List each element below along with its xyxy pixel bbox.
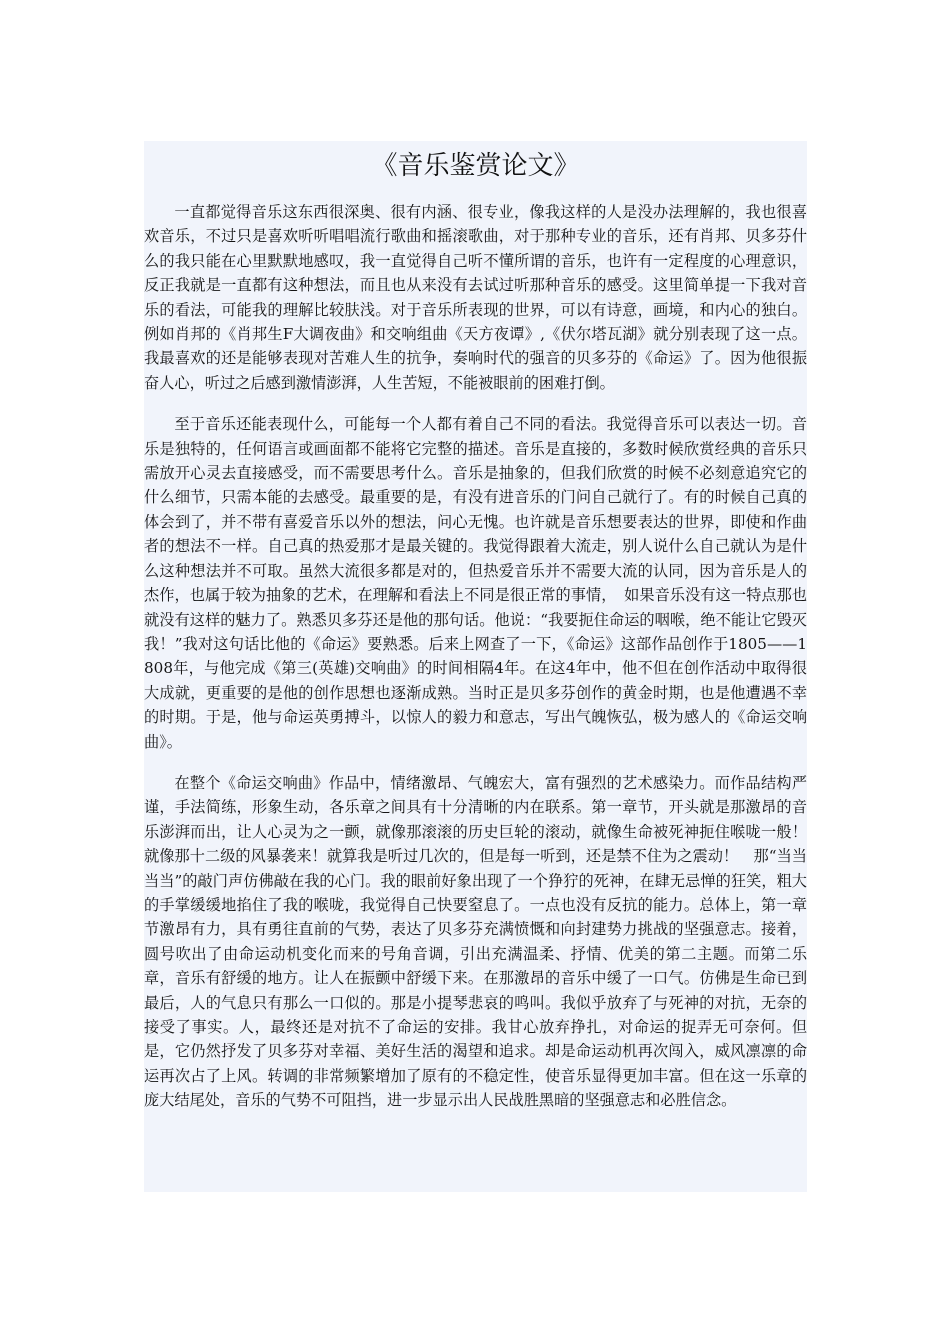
paragraph-2: 至于音乐还能表现什么，可能每一个人都有着自己不同的看法。我觉得音乐可以表达一切。音乐是独特的，任何语言或画面都不能将它完整的描述。音乐是直接的，多数时候欣赏经典的音乐只需放开心灵去直接感受，而不需要思考什么。音乐是抽象的，但我们欣赏的时候不必刻意追究它的什么细节，只需本能的去感受。最重要的是，有没有进音乐的门问自己就行了。有的时候自己真的体会到了，并不带有喜爱音乐以外的想法，问心无愧。也许就是音乐想要表达的世界，即使和作曲者的想法不一样。自己真的热爱那才是最关键的。我觉得跟着大流走，别人说什么自己就认为是什么这种想法并不可取。虽然大流很多都是对的，但热爱音乐并不需要大流的认同，因为音乐是人的杰作，也属于较为抽象的艺术，在理解和看法上不同是很正常的事情， 如果音乐没有这一特点那也就没有这样的魅力了。熟悉贝多芬还是他的那句话。他说：“我要扼住命运的咽喉，绝不能让它毁灭我！”我对这句话比他的《命运》要熟悉。后来上网查了一下，《命运》这部作品创作于1805——1808年，与他完成《第三(英雄)交响曲》的时间相隔4年。在这4年中，他不但在创作活动中取得很大成就，更重要的是他的创作思想也逐渐成熟。当时正是贝多芬创作的黄金时期，也是他遭遇不幸的时期。于是，他与命运英勇搏斗，以惊人的毅力和意志，写出气魄恢弘，极为感人的《命运交响曲》。	[144, 415, 807, 751]
paragraph-1: 一直都觉得音乐这东西很深奥、很有内涵、很专业，像我这样的人是没办法理解的，我也很喜欢音乐，不过只是喜欢听听唱唱流行歌曲和摇滚歌曲，对于那种专业的音乐，还有肖邦、贝多芬什么的我只能在心里默默地感叹，我一直觉得自己听不懂所谓的音乐，也许有一定程度的心理意识，反正我就是一直都有这种想法，而且也从来没有去试过听那种音乐的感受。这里简单提一下我对音乐的看法，可能我的理解比较肤浅。对于音乐所表现的世界，可以有诗意，画境，和内心的独白。例如肖邦的《肖邦生F大调夜曲》和交响组曲《天方夜谭》,《伏尔塔瓦湖》就分别表现了这一点。我最喜欢的还是能够表现对苦难人生的抗争，奏响时代的强音的贝多芬的《命运》了。因为他很振奋人心，听过之后感到激情澎湃，人生苦短，不能被眼前的困难打倒。	[144, 203, 807, 392]
paragraph-3: 在整个《命运交响曲》作品中，情绪激昂、气魄宏大，富有强烈的艺术感染力。而作品结构严谨，手法简练，形象生动，各乐章之间具有十分清晰的内在联系。第一章节，开头就是那激昂的音乐澎湃而出，让人心灵为之一颤，就像那滚滚的历史巨轮的滚动，就像生命被死神扼住喉咙一般！就像那十二级的风暴袭来！就算我是听过几次的，但是每一听到，还是禁不住为之震动！ 那“当当当当”的敲门声仿佛敲在我的心门。我的眼前好象出现了一个狰狞的死神，在肆无忌惮的狂笑，粗大的手掌缓缓地掐住了我的喉咙，我觉得自己快要窒息了。一点也没有反抗的能力。总体上，第一章节激昂有力，具有勇往直前的气势，表达了贝多芬充满愤慨和向封建势力挑战的坚强意志。接着，圆号吹出了由命运动机变化而来的号角音调，引出充满温柔、抒情、优美的第二主题。而第二乐章，音乐有舒缓的地方。让人在振颤中舒缓下来。在那激昂的音乐中缓了一口气。仿佛是生命已到最后，人的气息只有那么一口似的。那是小提琴悲哀的鸣叫。我似乎放弃了与死神的对抗，无奈的接受了事实。人，最终还是对抗不了命运的安排。我甘心放弃挣扎，对命运的捉弄无可奈何。但是，它仍然抒发了贝多芬对幸福、美好生活的渴望和追求。却是命运动机再次闯入，威风凛凛的命运再次占了上风。转调的非常频繁增加了原有的不稳定性，使音乐显得更加丰富。但在这一乐章的庞大结尾处，音乐的气势不可阻挡，进一步显示出人民战胜黑暗的坚强意志和必胜信念。	[144, 773, 807, 1110]
document-body	[144, 141, 807, 1192]
document-title: 《音乐鉴赏论文》	[371, 151, 580, 181]
